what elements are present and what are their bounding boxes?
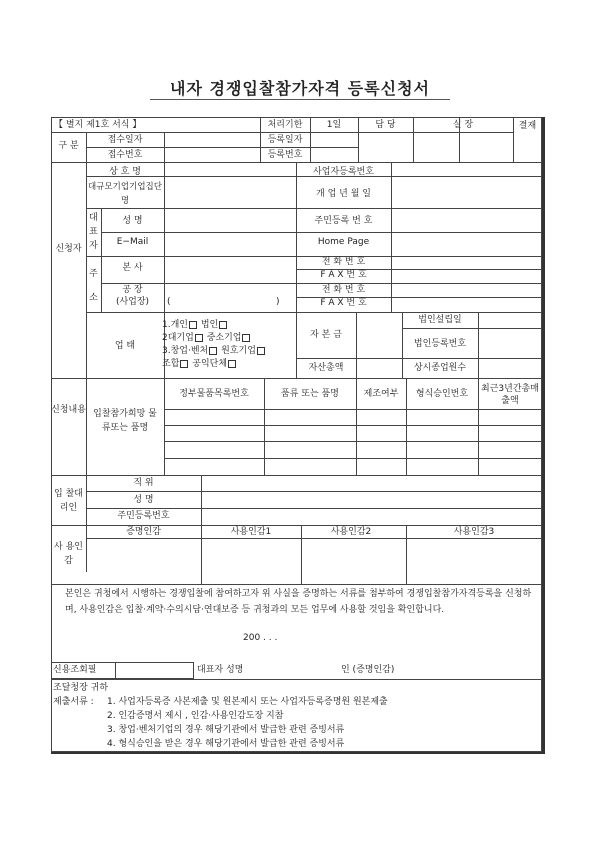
type-veteran: 원호기업 xyxy=(221,346,256,356)
business-site-label: (사업장) xyxy=(115,297,150,307)
type-individual: 1.개인 xyxy=(162,320,188,330)
head-office-label: 본 사 xyxy=(122,263,143,273)
checkbox-corporation[interactable] xyxy=(219,321,227,329)
seal-1-label: 사용인감1 xyxy=(230,527,272,537)
type-large: 2대기업 xyxy=(162,333,194,343)
process-period-label: 처리기한 xyxy=(267,120,303,130)
reception-number-label: 접수번호 xyxy=(107,150,143,160)
type-venture: 3.창업·벤처 xyxy=(162,346,209,356)
col-approval-number: 형식승인번호 xyxy=(415,389,469,399)
head-office-fax-label: F A X 번 호 xyxy=(320,270,367,280)
checkbox-veteran[interactable] xyxy=(257,347,265,355)
addressee: 조달청장 귀하 xyxy=(53,683,109,693)
homepage-label: Home Page xyxy=(317,237,370,247)
col-manufacture: 제조여부 xyxy=(363,389,399,399)
approval-chief: 실 장 xyxy=(452,120,474,130)
representative-label: 대표자 xyxy=(89,213,98,251)
form-shadow-right xyxy=(542,117,545,754)
title-underline xyxy=(150,99,450,100)
company-name-label: 상 호 명 xyxy=(109,167,141,177)
application-section-label: 신청내용 xyxy=(51,405,86,415)
approval-decision: 결재 xyxy=(518,121,537,131)
agent-section-label: 입 찰대리인 xyxy=(54,489,83,513)
head-office-phone-label: 전 화 번 호 xyxy=(321,257,366,267)
founded-date-label: 개 업 년 월 일 xyxy=(316,189,371,199)
rep-resident-id-label: 주민등록 번 호 xyxy=(314,216,373,226)
agent-name-label: 성 명 xyxy=(133,495,154,505)
employees-label: 상시종업원수 xyxy=(413,363,467,373)
agent-position-label: 직 위 xyxy=(133,478,154,488)
business-reg-label: 사업자등록번호 xyxy=(313,167,374,177)
paren-open: ( xyxy=(167,297,171,307)
seal-signature-label: 인 (증명인감) xyxy=(341,665,395,675)
checkbox-union[interactable] xyxy=(180,360,188,368)
reception-date-label: 접수일자 xyxy=(107,135,143,145)
type-sme: 중소기업 xyxy=(206,333,242,343)
process-days: 1일 xyxy=(326,120,342,130)
division-label: 구 분 xyxy=(58,141,79,151)
seal-3-label: 사용인감3 xyxy=(453,527,495,537)
factory-phone-label: 전 화 번 호 xyxy=(321,285,366,295)
registration-number-label: 등록번호 xyxy=(267,150,303,160)
checkbox-public[interactable] xyxy=(228,360,236,368)
factory-fax-label: F A X 번 호 xyxy=(320,298,367,308)
required-docs-label: 제출서류 : xyxy=(53,697,94,707)
business-type-label: 업 태 xyxy=(114,341,136,351)
seal-section-label: 사 용인 감 xyxy=(54,542,83,566)
approval-manager: 담 당 xyxy=(375,120,396,130)
required-doc-3: 3. 창업·벤처기업의 경우 해당기관에서 발급한 관련 증빙서류 xyxy=(107,725,345,735)
checkbox-large[interactable] xyxy=(195,334,203,342)
required-doc-4: 4. 형식승인을 받은 경우 해당기관에서 발급한 관련 증빙서류 xyxy=(107,739,345,749)
col-gov-item-number: 정부물품목록번호 xyxy=(179,389,249,399)
corp-reg-label: 법인등록번호 xyxy=(413,339,467,349)
required-doc-1: 1. 사업자등록증 사본제출 및 원본제시 또는 사업자등록증명원 원본제출 xyxy=(107,697,388,707)
seal-2-label: 사용인감2 xyxy=(330,527,372,537)
large-group-label: 대규모기업기업집단명 xyxy=(88,182,162,206)
agent-resident-id-label: 주민등록번호 xyxy=(117,511,170,521)
desired-items-label: 입찰참가희망 물류또는 품명 xyxy=(93,409,157,433)
checkbox-sme[interactable] xyxy=(242,334,250,342)
rep-name-footer-label: 대표자 성명 xyxy=(197,665,244,675)
factory-label: 공 장 xyxy=(122,285,143,295)
declaration-text: 본인은 귀청에서 시행하는 경쟁입찰에 참여하고자 위 사실을 증명하는 서류를 첨부하여 경쟁입찰참가자격등록을 신청하며, 사용인감은 입찰·계약·수의시담·연대보증 등 귀청과의 모든 업무에 사용할 것임을 확인합니다. xyxy=(65,589,532,615)
application-form xyxy=(51,117,544,754)
col-item-name: 품류 또는 품명 xyxy=(281,389,339,399)
paren-close: ) xyxy=(276,297,280,307)
type-union: 조합 xyxy=(162,359,180,369)
applicant-section-label: 신청자 xyxy=(55,244,82,254)
address-label: 주소 xyxy=(89,269,98,303)
type-public: 공익단체 xyxy=(192,359,228,369)
credit-check-label: 신용조회필 xyxy=(53,665,97,675)
registration-date-label: 등록일자 xyxy=(267,135,303,145)
type-corporation: 법인 xyxy=(200,320,219,330)
seal-certified-label: 증명인감 xyxy=(126,527,161,537)
declaration-date: 200 . . . xyxy=(243,633,278,643)
required-doc-2: 2. 인감증명서 제시 , 인감·사용인감도장 지참 xyxy=(107,711,284,721)
form-number-label: 【 별지 제1호 서식 】 xyxy=(54,120,142,130)
checkbox-individual[interactable] xyxy=(189,321,197,329)
rep-name-label: 성 명 xyxy=(122,216,143,226)
checkbox-venture[interactable] xyxy=(209,347,217,355)
capital-label: 자 본 금 xyxy=(310,330,342,340)
email-label: E−Mail xyxy=(116,237,149,247)
col-sales: 최근3년간총매출액 xyxy=(481,384,539,406)
business-type-options xyxy=(162,319,266,371)
form-title: 내자 경쟁입찰참가자격 등록신청서 xyxy=(170,79,430,98)
total-assets-label: 자산총액 xyxy=(308,363,344,373)
corp-date-label: 법인설립일 xyxy=(418,315,462,325)
